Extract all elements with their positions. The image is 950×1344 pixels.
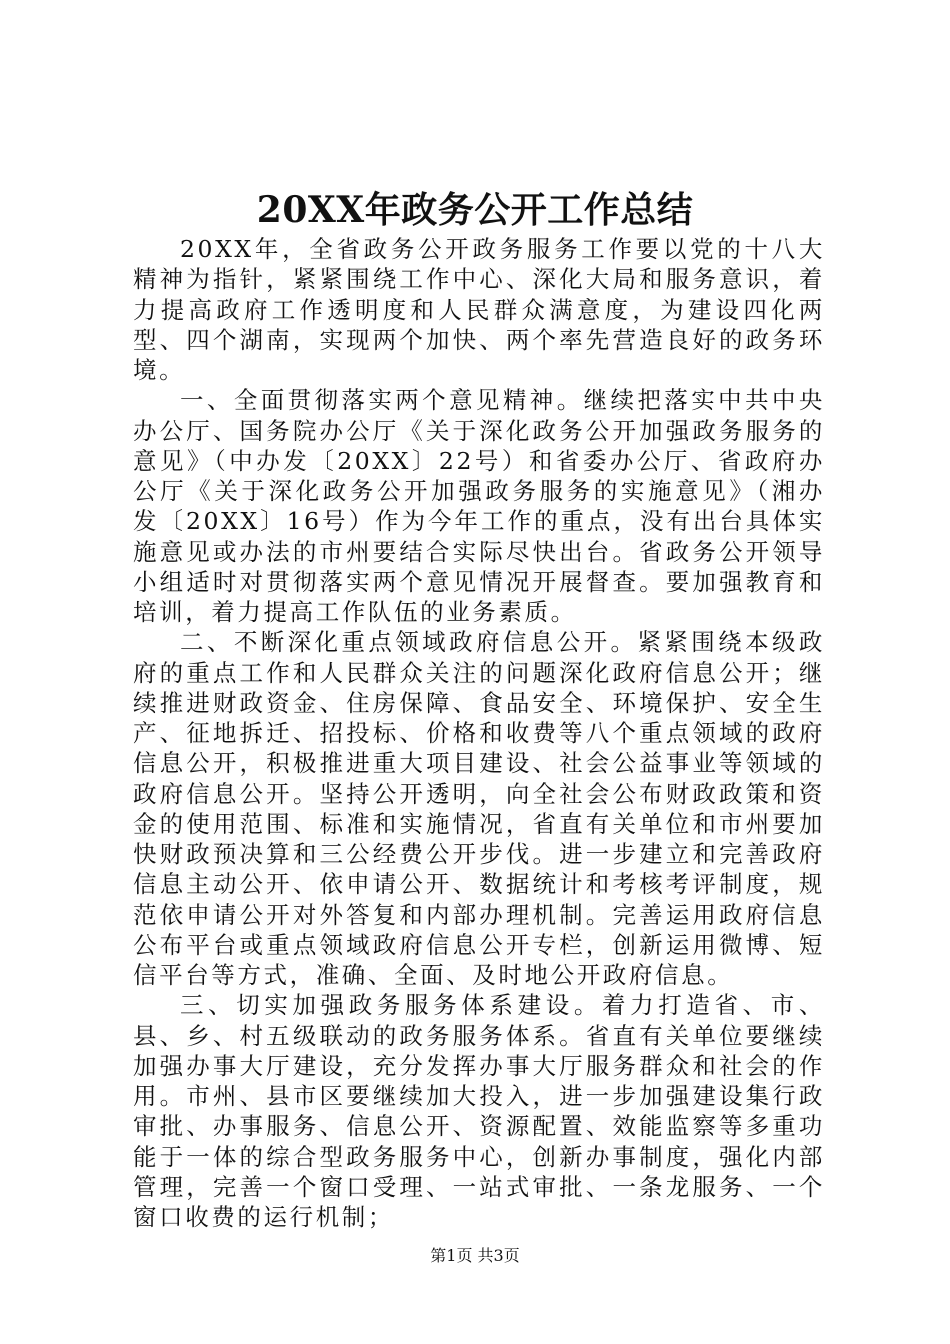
paragraph-section-3: 三、切实加强政务服务体系建设。着力打造省、市、县、乡、村五级联动的政务服务体系。省直有关单位要继续加强办事大厅建设，充分发挥办事大厅服务群众和社会的作用。市州、县市区要继续加大投入，进一步加强建设集行政审批、办事服务、信息公开、资源配置、效能监察等多重功能于一体的综合型政务服务中心，创新办事制度，强化内部管理，完善一个窗口受理、一站式审批、一条龙服务、一个窗口收费的运行机制； xyxy=(133,991,825,1231)
page-number-footer: 第1页 共3页 xyxy=(430,1246,520,1265)
document-body xyxy=(133,234,825,1232)
paragraph-section-2: 二、不断深化重点领域政府信息公开。紧紧围绕本级政府的重点工作和人民群众关注的问题深化政府信息公开；继续推进财政资金、住房保障、食品安全、环境保护、安全生产、征地拆迁、招投标、价格和收费等八个重点领域的政府信息公开，积极推进重大项目建设、社会公益事业等领域的政府信息公开。坚持公开透明，向全社会公布财政政策和资金的使用范围、标准和实施情况，省直有关单位和市州要加快财政预决算和三公经费公开步伐。进一步建立和完善政府信息主动公开、依申请公开、数据统计和考核考评制度，规范依申请公开对外答复和内部办理机制。完善运用政府信息公布平台或重点领域政府信息公开专栏，创新运用微博、短信平台等方式，准确、全面、及时地公开政府信息。 xyxy=(133,628,825,989)
paragraph-intro: 20XX年，全省政务公开政务服务工作要以党的十八大精神为指针，紧紧围绕工作中心、深化大局和服务意识，着力提高政府工作透明度和人民群众满意度，为建设四化两型、四个湖南，实现两个加快、两个率先营造良好的政务环境。 xyxy=(133,235,825,384)
paragraph-section-1: 一、全面贯彻落实两个意见精神。继续把落实中共中央办公厅、国务院办公厅《关于深化政务公开加强政务服务的意见》（中办发〔20XX〕22号）和省委办公厅、省政府办公厅《关于深化政务公开加强政务服务的实施意见》（湘办发〔20XX〕16号）作为今年工作的重点，没有出台具体实施意见或办法的市州要结合实际尽快出台。省政务公开领导小组适时对贯彻落实两个意见情况开展督查。要加强教育和培训，着力提高工作队伍的业务素质。 xyxy=(133,386,825,626)
document-title: 20XX年政务公开工作总结 xyxy=(256,189,694,231)
